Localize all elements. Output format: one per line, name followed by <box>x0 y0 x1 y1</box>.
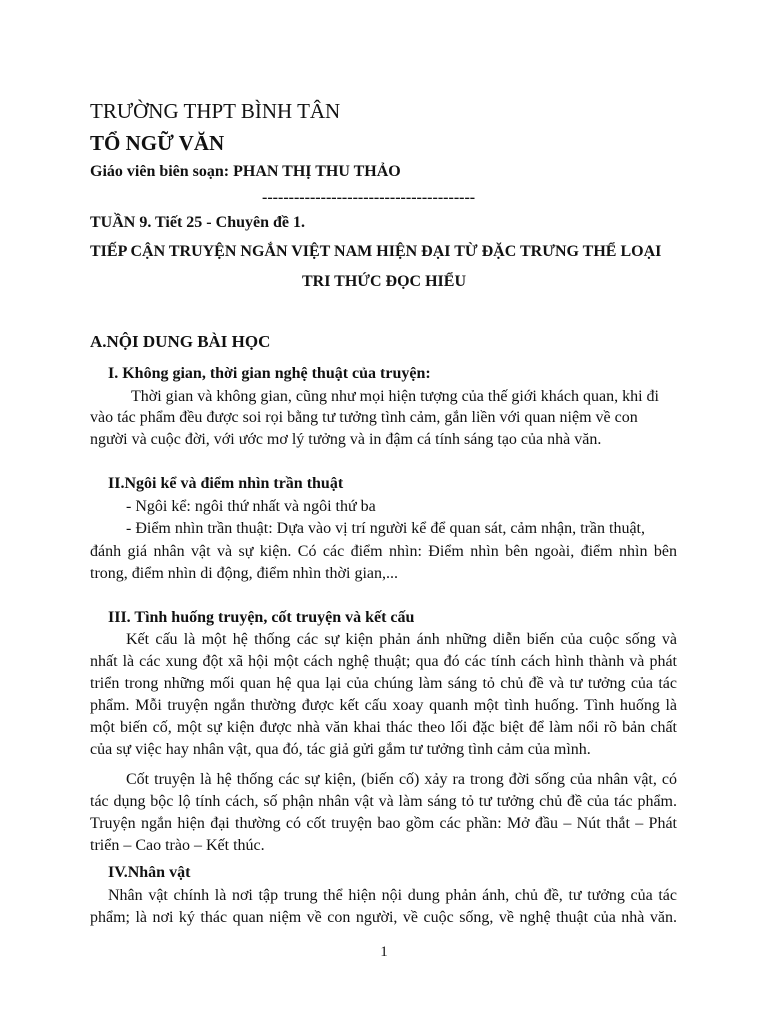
page-number: 1 <box>380 944 388 960</box>
divider-line: ---------------------------------------- <box>262 189 476 206</box>
teacher-line: Giáo viên biên soạn: PHAN THỊ THU THẢO <box>90 163 401 180</box>
part3-para2-line: tác dụng bộc lộ tính cách, số phận nhân vật và làm sáng tỏ tư tưởng chủ đề của tác phẩm. <box>90 793 677 810</box>
section-a-heading: A.NỘI DUNG BÀI HỌC <box>90 332 271 351</box>
part3-para2-line: Cốt truyện là hệ thống các sự kiện, (biến cố) xảy ra trong đời sống của nhân vật, có <box>126 771 677 788</box>
part2-heading: II.Ngôi kể và điểm nhìn trần thuật <box>108 475 344 492</box>
part2-line: - Điểm nhìn trần thuật: Dựa vào vị trí người kể để quan sát, cảm nhận, trần thuật, <box>126 520 645 537</box>
part3-para2-line: triển – Cao trào – Kết thúc. <box>90 837 265 854</box>
part2-line: trong, điểm nhìn di động, điểm nhìn thời gian,... <box>90 565 398 582</box>
part3-heading: III. Tình huống truyện, cốt truyện và kết cấu <box>108 609 415 626</box>
part2-line: - Ngôi kể: ngôi thứ nhất và ngôi thứ ba <box>126 498 376 515</box>
part4-line: phẩm; là nơi ký thác quan niệm về con người, về cuộc sống, về nghệ thuật của nhà văn. <box>90 909 677 926</box>
part3-para1-line: triển trong những mối quan hệ qua lại của chúng làm sáng tỏ chủ đề và tư tưởng của tác <box>90 675 677 692</box>
part1-line: người và cuộc đời, với ước mơ lý tưởng và in đậm cá tính sáng tạo của nhà văn. <box>90 431 602 448</box>
school-name: TRƯỜNG THPT BÌNH TÂN <box>90 99 341 123</box>
part4-line: Nhân vật chính là nơi tập trung thể hiện nội dung phản ánh, chủ đề, tư tưởng của tác <box>108 887 677 904</box>
lesson-title-line1: TIẾP CẬN TRUYỆN NGẮN VIỆT NAM HIỆN ĐẠI TỪ ĐẶC TRƯNG THỂ LOẠI <box>90 243 662 260</box>
part4-heading: IV.Nhân vật <box>108 864 191 881</box>
lesson-title-line2: TRI THỨC ĐỌC HIỂU <box>301 273 467 290</box>
part3-para1-line: một biến cố, một sự kiện được nhà văn khai thác theo lối đặc biệt để làm nổi rõ bản chất <box>90 719 677 736</box>
part3-para1-line: nhất là các xung đột xã hội một cách nghệ thuật; qua đó các tính cách hình thành và phát <box>90 653 677 670</box>
part2-line: đánh giá nhân vật và sự kiện. Có các điểm nhìn: Điểm nhìn bên ngoài, điểm nhìn bên <box>90 543 677 560</box>
part1-line: vào tác phẩm đều được soi rọi bằng tư tưởng tình cảm, gắn liền với quan niệm về con <box>90 409 638 426</box>
part1-line: Thời gian và không gian, cũng như mọi hiện tượng của thế giới khách quan, khi đi <box>131 388 659 405</box>
part3-para1-line: của sự việc hay nhân vật, qua đó, tác giả gửi gắm tư tưởng tình cảm của mình. <box>90 741 591 758</box>
department-name: TỔ NGỮ VĂN <box>90 131 225 155</box>
week-line: TUẦN 9. Tiết 25 - Chuyên đề 1. <box>90 214 305 231</box>
part1-heading: I. Không gian, thời gian nghệ thuật của truyện: <box>108 365 431 382</box>
part3-para1-line: Kết cấu là một hệ thống các sự kiện phản ánh những diễn biến của cuộc sống và <box>126 631 677 648</box>
part3-para2-line: Truyện ngắn hiện đại thường có cốt truyện bao gồm các phần: Mở đầu – Nút thắt – Phát <box>90 815 677 832</box>
part3-para1-line: phẩm. Mỗi truyện ngắn thường được kết cấu xoay quanh một tình huống. Tình huống là <box>90 697 677 714</box>
